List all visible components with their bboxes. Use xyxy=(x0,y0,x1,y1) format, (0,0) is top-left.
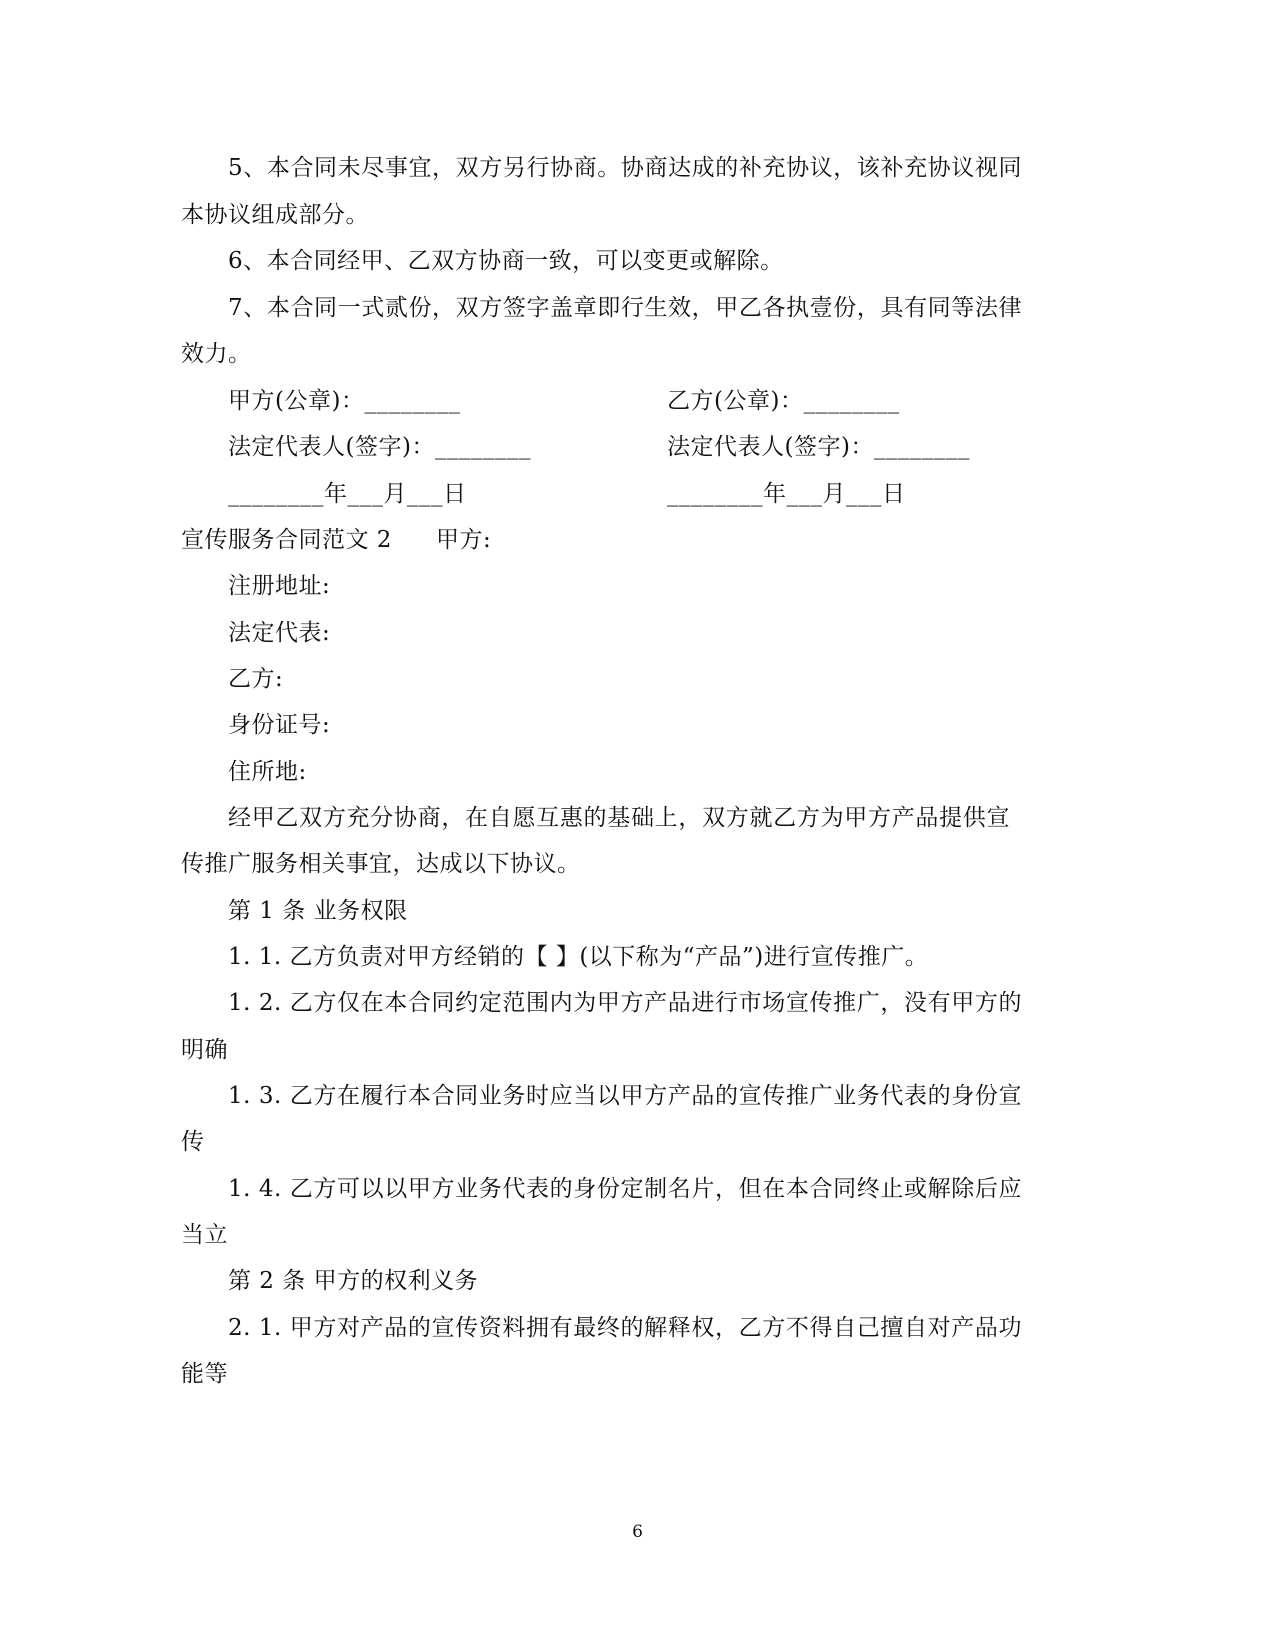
clause-1-4-line-1: 1. 4. 乙方可以以甲方业务代表的身份定制名片，但在本合同终止或解除后应 xyxy=(228,1176,1022,1202)
clause-1-1: 1. 1. 乙方负责对甲方经销的【 】(以下称为“产品”)进行宣传推广。 xyxy=(228,944,929,970)
clause-7-line-2: 效力。 xyxy=(181,341,252,367)
clause-5-line-1: 5、本合同未尽事宜，双方另行协商。协商达成的补充协议，该补充协议视同 xyxy=(228,155,1022,181)
field-party-b: 乙方: xyxy=(228,666,284,692)
contract-2-party-a: 甲方: xyxy=(436,527,492,553)
party-b-representative: 法定代表人(签字)：________ xyxy=(667,434,970,460)
clause-1-3-line-2: 传 xyxy=(181,1129,205,1155)
party-a-date: ________年___月___日 xyxy=(228,481,467,507)
clause-1-4-line-2: 当立 xyxy=(181,1222,228,1248)
clause-6: 6、本合同经甲、乙双方协商一致，可以变更或解除。 xyxy=(228,248,784,274)
party-a-seal: 甲方(公章)：________ xyxy=(228,388,461,414)
intro-line-1: 经甲乙双方充分协商，在自愿互惠的基础上，双方就乙方为甲方产品提供宣 xyxy=(228,805,1010,831)
field-registered-address: 注册地址: xyxy=(228,573,331,599)
clause-2-1-line-2: 能等 xyxy=(181,1361,228,1387)
field-legal-representative: 法定代表: xyxy=(228,620,331,646)
clause-1-3-line-1: 1. 3. 乙方在履行本合同业务时应当以甲方产品的宣传推广业务代表的身份宣 xyxy=(228,1083,1022,1109)
clause-1-2-line-2: 明确 xyxy=(181,1037,228,1063)
clause-1-2-line-1: 1. 2. 乙方仅在本合同约定范围内为甲方产品进行市场宣传推广，没有甲方的 xyxy=(228,990,1022,1016)
field-residence: 住所地: xyxy=(228,759,307,785)
intro-line-2: 传推广服务相关事宜，达成以下协议。 xyxy=(181,851,581,877)
clause-5-line-2: 本协议组成部分。 xyxy=(181,202,369,228)
article-1-title: 第 1 条 业务权限 xyxy=(228,898,408,924)
contract-2-heading: 宣传服务合同范文 2 xyxy=(181,527,392,553)
clause-2-1-line-1: 2. 1. 甲方对产品的宣传资料拥有最终的解释权，乙方不得自己擅自对产品功 xyxy=(228,1315,1022,1341)
clause-7-line-1: 7、本合同一式贰份，双方签字盖章即行生效，甲乙各执壹份，具有同等法律 xyxy=(228,295,1022,321)
party-b-date: ________年___月___日 xyxy=(667,481,906,507)
field-id-number: 身份证号: xyxy=(228,712,331,738)
party-b-seal: 乙方(公章)：________ xyxy=(667,388,900,414)
page-number: 6 xyxy=(632,1522,643,1542)
party-a-representative: 法定代表人(签字)：________ xyxy=(228,434,531,460)
article-2-title: 第 2 条 甲方的权利义务 xyxy=(228,1268,479,1294)
